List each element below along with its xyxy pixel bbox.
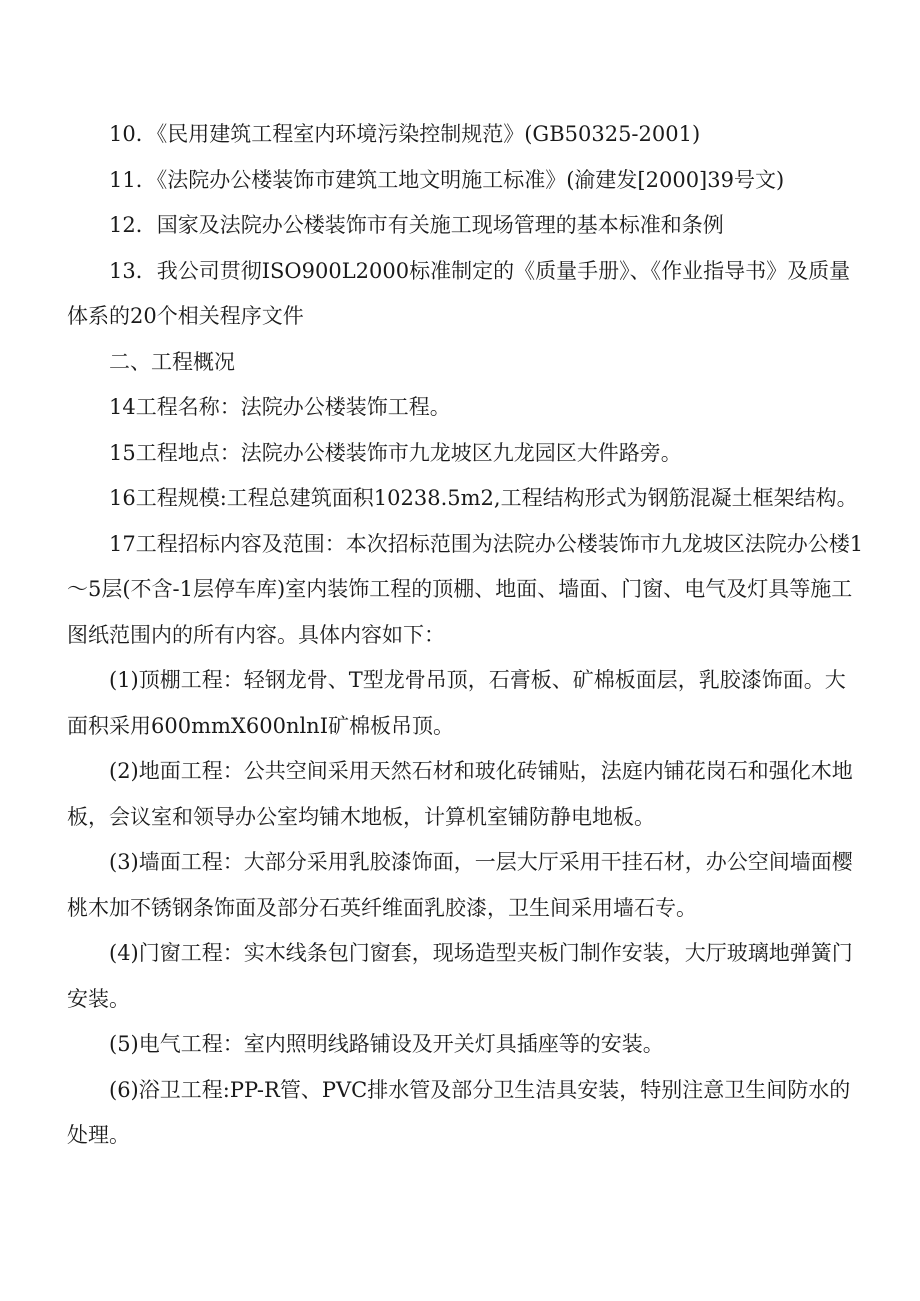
project-name: 14工程名称：法院办公楼装饰工程。 <box>109 395 451 419</box>
project-scale: 16工程规模:工程总建筑面积10238.5m2,工程结构形式为钢筋混凝土框架结构。 <box>109 486 858 510</box>
sanitary-works: (6)浴卫工程:PP-R管、PVC排水管及部分卫生洁具安装，特别注意卫生间防水的处理。 <box>67 1077 851 1147</box>
document-body <box>67 112 865 1159</box>
paragraph-item-12: 12．国家及法院办公楼装饰市有关施工现场管理的基本标准和条例 <box>109 213 724 237</box>
bid-scope: 17工程招标内容及范围：本次招标范围为法院办公楼装饰市九龙坡区法院办公楼1～5层(不含-1层停车库)室内装饰工程的顶棚、地面、墙面、门窗、电气及灯具等施工图纸范围内的所有内容。具体内容如下： <box>67 531 864 647</box>
project-location: 15工程地点：法院办公楼装饰市九龙坡区九龙园区大件路旁。 <box>109 440 682 465</box>
ceiling-works: (1)顶棚工程：轻钢龙骨、T型龙骨吊顶，石膏板、矿棉板面层，乳胶漆饰面。大面积采用600mmX600nlnI矿棉板吊顶。 <box>67 668 846 738</box>
electrical-works: (5)电气工程：室内照明线路铺设及开关灯具插座等的安装。 <box>109 1032 664 1056</box>
paragraph-item-10: 10．《民用建筑工程室内环境污染控制规范》(GB50325-2001) <box>109 122 701 146</box>
wall-works: (3)墙面工程：大部分采用乳胶漆饰面，一层大厅采用干挂石材，办公空间墙面樱桃木加不锈钢条饰面及部分石英纤维面乳胶漆，卫生间采用墙石专。 <box>67 850 853 920</box>
paragraph-item-13: 13．我公司贯彻ISO900L2000标准制定的《质量手册》、《作业指导书》及质量体系的20个相关程序文件 <box>67 258 851 328</box>
paragraph-item-11: 11．《法院办公楼装饰市建筑工地文明施工标准》(渝建发[2000]39号文) <box>109 167 785 192</box>
floor-works: (2)地面工程：公共空间采用天然石材和玻化砖铺贴，法庭内铺花岗石和强化木地板，会议室和领导办公室均铺木地板，计算机室铺防静电地板。 <box>67 759 853 829</box>
section-heading: 二、工程概况 <box>109 349 235 374</box>
door-window-works: (4)门窗工程：实木线条包门窗套，现场造型夹板门制作安装，大厅玻璃地弹簧门安装。 <box>67 941 853 1011</box>
